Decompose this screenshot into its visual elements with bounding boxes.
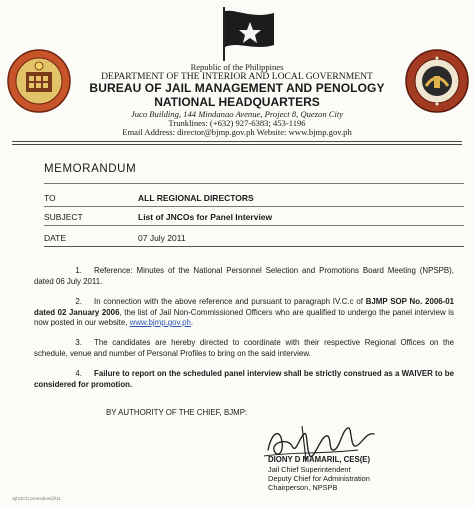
header-divider [44,183,464,184]
address-line: Juco Building, 144 Mindanao Avenue, Project 8, Quezon City [130,109,344,119]
bureau-name: BUREAU OF JAIL MANAGEMENT AND PENOLOGY [89,81,385,95]
paragraph-text: In connection with the above reference and pursuant to paragraph IV.C.c of [94,297,366,306]
republic-line: Republic of the Philippines [190,62,284,72]
signatory-chair: Chairperson, NPSPB [268,483,338,492]
subject-label: SUBJECT [44,212,83,222]
paragraph-2 [34,297,454,329]
website-link[interactable]: www.bjmp.gov.ph [129,318,191,327]
to-value: ALL REGIONAL DIRECTORS [138,193,254,203]
header-divider [44,225,464,226]
header-divider [44,206,464,207]
signatory-rank: Jail Chief Superintendent [268,465,351,474]
email-website-line: Email Address: director@bjmp.gov.ph Website: www.bjmp.gov.ph [122,127,352,137]
paragraph-text: The candidates are hereby directed to coordinate with their respective Regional Offices on the schedule, venue and number of Personal Profiles to bring on the said interview. [34,338,454,358]
paragraph-number: 3. [75,338,82,347]
paragraph-text: Reference: Minutes of the National Personnel Selection and Promotions Board Meeting (NPSPB), dated 06 July 2011. [34,266,454,286]
paragraph-text: . [190,318,194,327]
letterhead-rule-thin [12,144,462,145]
header-divider [44,246,464,247]
signatory-name: DIONY D MAMARIL, CES(E) [268,455,371,464]
letterhead-rule [12,141,462,142]
paragraph-text: Failure to report on the scheduled panel interview shall be strictly construed as a WAIVER to be considered for promotion. [34,369,454,389]
memo-title: MEMORANDUM [44,163,137,175]
paragraph-number: 4. [75,369,82,378]
paragraph-number: 1. [75,266,82,275]
date-value: 07 July 2011 [138,233,186,243]
subject-value: List of JNCOs for Panel Interview [138,212,273,222]
paragraph-1 [34,266,454,287]
trunklines-line: Trunklines: (+632) 927-6383; 453-1196 [168,118,306,128]
paragraph-number: 2. [75,297,82,306]
to-label: TO [44,193,56,203]
sop-reference: BJMP SOP No. 2006-01 dated 02 January 2006 [34,297,455,317]
paragraph-3 [34,338,454,359]
signatory-position: Deputy Chief for Administration [268,474,370,483]
paragraph-4 [34,369,454,390]
department-line: DEPARTMENT OF THE INTERIOR AND LOCAL GOVERNMENT [101,71,373,82]
national-headquarters: NATIONAL HEADQUARTERS [154,95,320,109]
authority-line: BY AUTHORITY OF THE CHIEF, BJMP: [106,408,248,417]
paragraph-text: , the list of Jail Non-Commissioned Officers who are qualified to undergo the panel interview is now posted in our website, [34,307,454,327]
file-reference: wjh/JCO promotion/j/l/11 [12,496,61,501]
date-label: DATE [44,233,67,243]
flag-icon [212,5,282,63]
